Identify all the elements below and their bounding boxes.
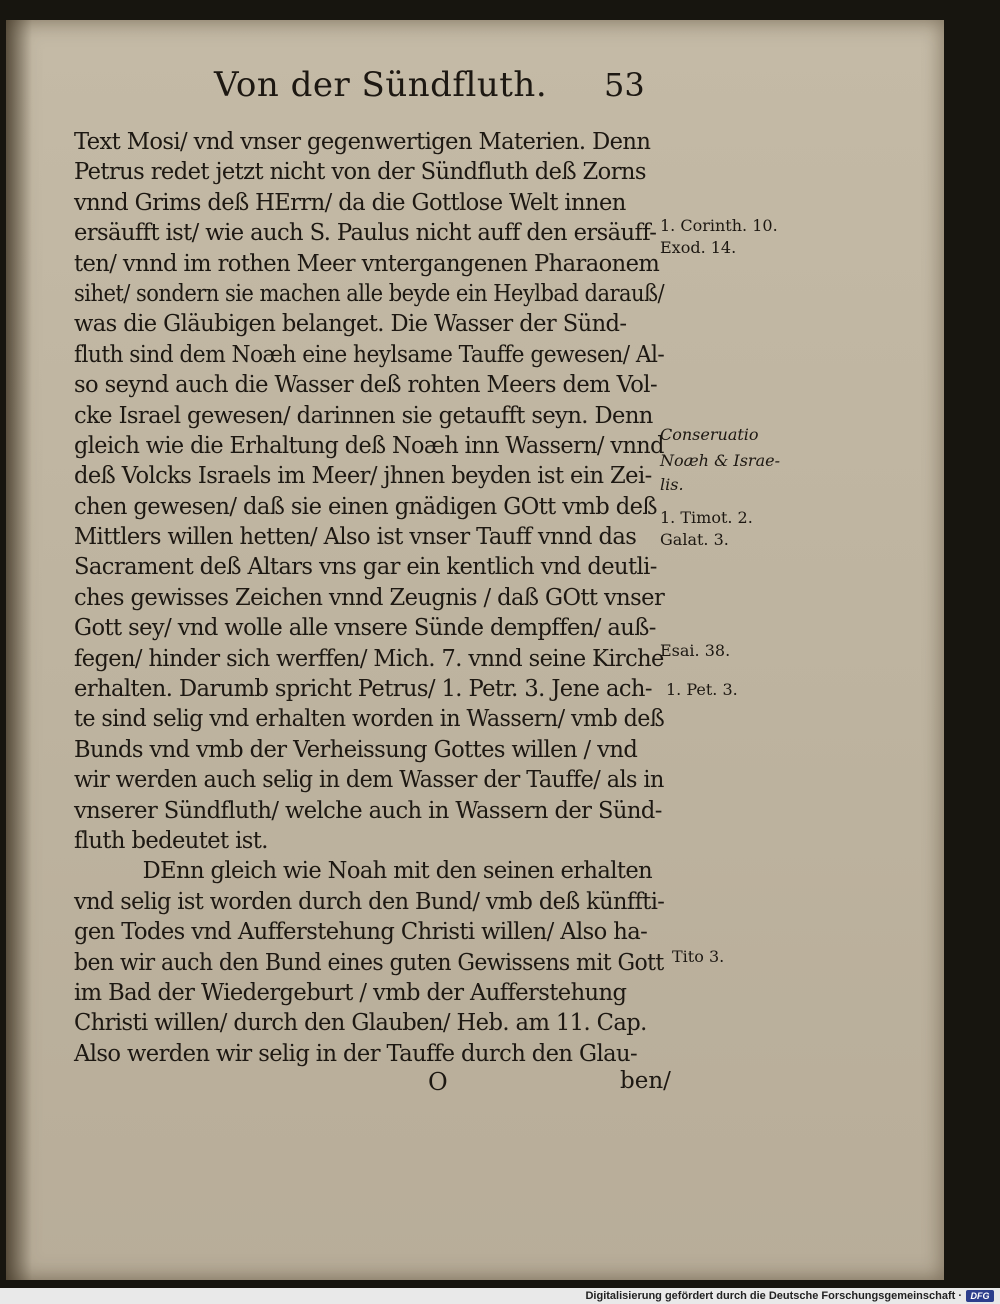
text-line: erhalten. Darumb spricht Petrus/ 1. Petr. 3. Jene ach- [74,676,652,703]
text-line: Sacrament deß Altars vns gar ein kentlich vnd deutli- [74,554,657,581]
text-line: wir werden auch selig in dem Wasser der Tauffe/ als in [74,767,664,794]
text-line: gleich wie die Erhaltung deß Noæh inn Wassern/ vnnd [74,432,664,459]
marginal-note: 1. Timot. 2. [660,508,753,527]
gutter-shadow [6,20,32,1280]
dfg-logo: DFG [966,1290,994,1302]
text-line: im Bad der Wiedergeburt / vmb der Aufferstehung [74,979,627,1006]
marginal-note: Esai. 38. [660,641,731,660]
digitization-footer [0,1288,1000,1304]
text-line: gen Todes vnd Aufferstehung Christi willen/ Also ha- [74,919,648,946]
marginal-note: 1. Pet. 3. [666,680,738,699]
text-line: vnserer Sündfluth/ welche auch in Wassern der Sünd- [74,797,662,824]
text-line: cke Israel gewesen/ darinnen sie getaufft seyn. Denn [74,402,653,429]
marginal-note: Noæh & Israe- [660,451,780,470]
text-line: fluth sind dem Noæh eine heylsame Tauffe gewesen/ Al- [74,341,665,368]
signature-mark: O [428,1068,448,1096]
marginal-note: Galat. 3. [660,530,729,549]
text-line: chen gewesen/ daß sie einen gnädigen GOtt vmb deß [74,493,657,520]
text-line: fluth bedeutet ist. [74,827,268,854]
text-line: deß Volcks Israels im Meer/ jhnen beyden ist ein Zei- [74,463,652,490]
text-line: ten/ vnnd im rothen Meer vntergangenen Pharaonem [74,250,660,277]
text-line: Bunds vnd vmb der Verheissung Gottes willen / vnd [74,736,638,763]
text-line: Petrus redet jetzt nicht von der Sündfluth deß Zorns [74,159,646,186]
text-line: fegen/ hinder sich werffen/ Mich. 7. vnnd seine Kirche [74,645,664,672]
marginal-note: Conseruatio [660,425,759,444]
text-line: te sind selig vnd erhalten worden in Wassern/ vmb deß [74,706,665,733]
funding-credit: Digitalisierung gefördert durch die Deutsche Forschungsgemeinschaft · [585,1290,962,1302]
text-line: vnnd Grims deß HErrn/ da die Gottlose Welt innen [74,189,626,216]
text-line: ersäufft ist/ wie auch S. Paulus nicht auff den ersäuff- [74,220,657,247]
text-line: sihet/ sondern sie machen alle beyde ein Heylbad darauß/ [74,280,665,307]
text-line: ben wir auch den Bund eines guten Gewissens mit Gott [74,949,664,976]
text-line: so seynd auch die Wasser deß rohten Meers dem Vol- [74,372,657,399]
text-line: ches gewisses Zeichen vnnd Zeugnis / daß GOtt vnser [74,584,665,611]
text-line: was die Gläubigen belanget. Die Wasser der Sünd- [74,311,627,338]
body-text [74,127,674,1069]
text-line: Christi willen/ durch den Glauben/ Heb. am 11. Cap. [74,1010,647,1037]
text-line: DEnn gleich wie Noah mit den seinen erhalten [142,858,653,885]
marginal-note: Tito 3. [672,947,725,966]
text-line: Text Mosi/ vnd vnser gegenwertigen Materien. Denn [74,129,651,155]
marginal-note: 1. Corinth. 10. [660,216,778,235]
text-line: Mittlers willen hetten/ Also ist vnser Tauff vnnd das [74,524,637,551]
page-number: 53 [604,66,645,104]
marginal-note: Exod. 14. [660,238,737,257]
text-line: Also werden wir selig in der Tauffe durch den Glau- [74,1040,638,1067]
marginal-note: lis. [660,475,684,494]
running-head: Von der Sündfluth. [214,65,548,105]
text-line: vnd selig ist worden durch den Bund/ vmb deß künffti- [74,888,665,915]
text-line: Gott sey/ vnd wolle alle vnsere Sünde dempffen/ auß- [74,615,656,642]
catchword: ben/ [620,1068,671,1094]
